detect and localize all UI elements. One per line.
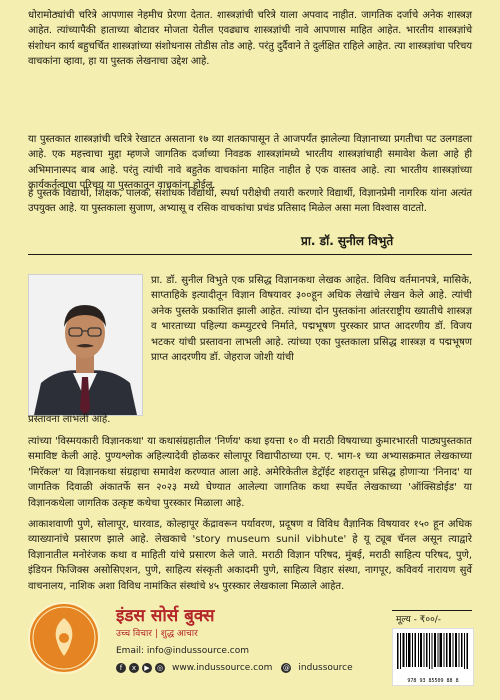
isbn-barcode (392, 628, 474, 686)
author-signature: प्रा. डॉ. सुनील विभुते (301, 234, 394, 248)
intro-paragraph-1: धोरामोठ्यांची चरित्रे आपणास नेहमीच प्रेरणा देतात. शास्त्रज्ञांची चरित्रे याला अपवाद नाहीत. जागतिक दर्जाचे अनेक शास्त्रज्ञ आहेत. त्यांच्यापैकी हाताच्या बोटावर मोजता येतील एवढ्याच शास्त्रज्ञांची नावे आपणास माहित आहेत. भारतीय शास्त्रज्ञांचे संशोधन कार्य बहुचर्चित शास्त्रज्ञांच्या संशोधनास तोडीस तोड आहे. परंतु दुर्दैवाने ते दुर्लक्षित राहिले आहेत. त्या शास्त्रज्ञांचा परिचय वाचकांना व्हावा, हा या पुस्तक लेखनाचा उद्देश आहे. (28, 10, 472, 68)
divider (28, 254, 472, 255)
author-bio-1: प्रा. डॉ. सुनील विभुते एक प्रसिद्ध विज्ञानकथा लेखक आहेत. विविध वर्तमानपत्रे, मासिके, साप्ताहिके इत्यादीतून विज्ञान विषयावर ३००हून अधिक लेखांचे लेखन केले आहे. त्यांची अनेक पुस्तके प्रकाशित झाली आहेत. त्यांच्या दोन पुस्तकांना आंतरराष्ट्रीय ख्यातीचे शास्त्रज्ञ व भारताच्या पहिल्या कम्प्युटरचे निर्माते, पद्मभूषण पुरस्कार प्राप्त आदरणीय डॉ. विजय भटकर यांची प्रस्तावना लाभली आहे. त्यांच्या एका पुस्तकाला प्रसिद्ध शास्त्रज्ञ व पद्मभूषण प्राप्त आदरणीय डॉ. जेहराज जोशी यांची (151, 275, 472, 364)
x-icon[interactable]: x (129, 663, 139, 673)
author-bio-1-end: प्रस्तावना लाभली आहे. (28, 414, 111, 425)
price-divider (392, 610, 472, 611)
intro-paragraph-2: या पुस्तकात शास्त्रज्ञांची चरित्रे रेखाटत असताना १७ व्या शतकापासून ते आजपर्यंत झालेल्या विज्ञानाच्या प्रगतीचा पट उलगडला आहे. एक महत्त्वाचा मुद्दा म्हणजे जागतिक दर्जाच्या निवडक शास्त्रज्ञांमध्ये भारतीय शास्त्रज्ञांचाही समावेश केला आहे ही अभिमानास्पद बाब आहे. परंतु त्यांची नावे बहुतेक वाचकांना माहित नाहीत हे एक वास्तव आहे. त्या भारतीय शास्त्रज्ञांच्या कार्यकर्तृत्वाचा परिचय या पुस्तकातून वाचकांना होईल. (28, 134, 472, 192)
publisher-name: इंडस सोर्स बुक्स (116, 606, 215, 626)
facebook-icon[interactable]: f (116, 663, 126, 673)
publisher-social-row (116, 662, 353, 674)
instagram-icon[interactable]: ◎ (156, 664, 164, 672)
youtube-icon[interactable]: ▶ (142, 663, 152, 673)
publisher-website[interactable]: www.indussource.com (172, 663, 273, 673)
publisher-tagline: उच्च विचार | शुद्ध आचार (116, 629, 198, 639)
publisher-logo (28, 602, 100, 674)
author-photo (28, 274, 143, 416)
intro-paragraph-3: हे पुस्तक विद्यार्थी, शिक्षक, पालक, संशोधक विद्यार्थी, स्पर्धा परीक्षेची तयारी करणारे विद्यार्थी, विज्ञानप्रेमी नागरिक यांना अत्यंत उपयुक्त आहे. या पुस्तकाला सुजाण, अभ्यासू व रसिक वाचकांचा प्रचंड प्रतिसाद मिळेल असा मला विश्वास वाटतो. (28, 188, 472, 215)
isbn-number: 978 93 85509 88 8 (407, 678, 459, 684)
publisher-email[interactable]: Email: info@indussource.com (116, 646, 250, 656)
barcode-icon (393, 629, 473, 677)
author-bio-2: त्यांच्या 'विस्मयकारी विज्ञानकथा' या कथासंग्रहातील 'निर्णय' कथा इयत्ता १० वी मराठी विषयाच्या कुमारभारती पाठ्यपुस्तकात समाविष्ट केली आहे. पुण्यश्लोक अहिल्यादेवी होळकर सोलापूर विद्यापीठाच्या एम. ए. भाग-१ च्या अभ्यासक्रमात लेखकाच्या 'मिरॅकल' या विज्ञानकथा संग्रहाचा समावेश करण्यात आला आहे. अमेरिकेतील डेट्रॉईट शहरातून प्रसिद्ध होणाऱ्या 'निनाद' या जागतिक दिवाळी अंकातर्फे सन २०२३ मध्ये घेण्यात आलेल्या जागतिक कथा स्पर्धेत लेखकाच्या 'ऑक्सिडोईड' या विज्ञानकथेला जागतिक उत्कृष्ट कथेचा पुरस्कार मिळाला आहे. (28, 436, 472, 509)
author-bio-3: आकाशवाणी पुणे, सोलापूर, धारवाड, कोल्हापूर केंद्रावरून पर्यावरण, प्रदूषण व विविध वैज्ञानिक विषयावर १५० हून अधिक व्याख्यानांचे प्रसारण झाले आहे. लेखकाचे 'story museum sunil vibhute' हे यू ट्यूब चॅनल असून त्याद्वारे विज्ञानातील मनोरंजक कथा व माहिती यांचे प्रसारण केले जाते. मराठी विज्ञान परिषद, मुंबई, मराठी साहित्य परिषद, पुणे, इंडियन फिजिक्स असोसिएशन, पुणे, साहित्य संस्कृती अकादमी पुणे, साहित्य विहार संस्था, नागपूर, कविवर्य नारायण सुर्वे वाचनालय, नाशिक अशा विविध नामांकित संस्थांचे ४५ पुरस्कार लेखकाला मिळाले आहेत. (28, 519, 472, 592)
author-portrait-icon (29, 275, 142, 415)
price: मूल्य - ₹००/- (396, 615, 442, 625)
publisher-logo-icon (30, 604, 98, 672)
publisher-social-handle[interactable]: indussource (298, 663, 353, 673)
at-icon: @ (282, 664, 290, 672)
